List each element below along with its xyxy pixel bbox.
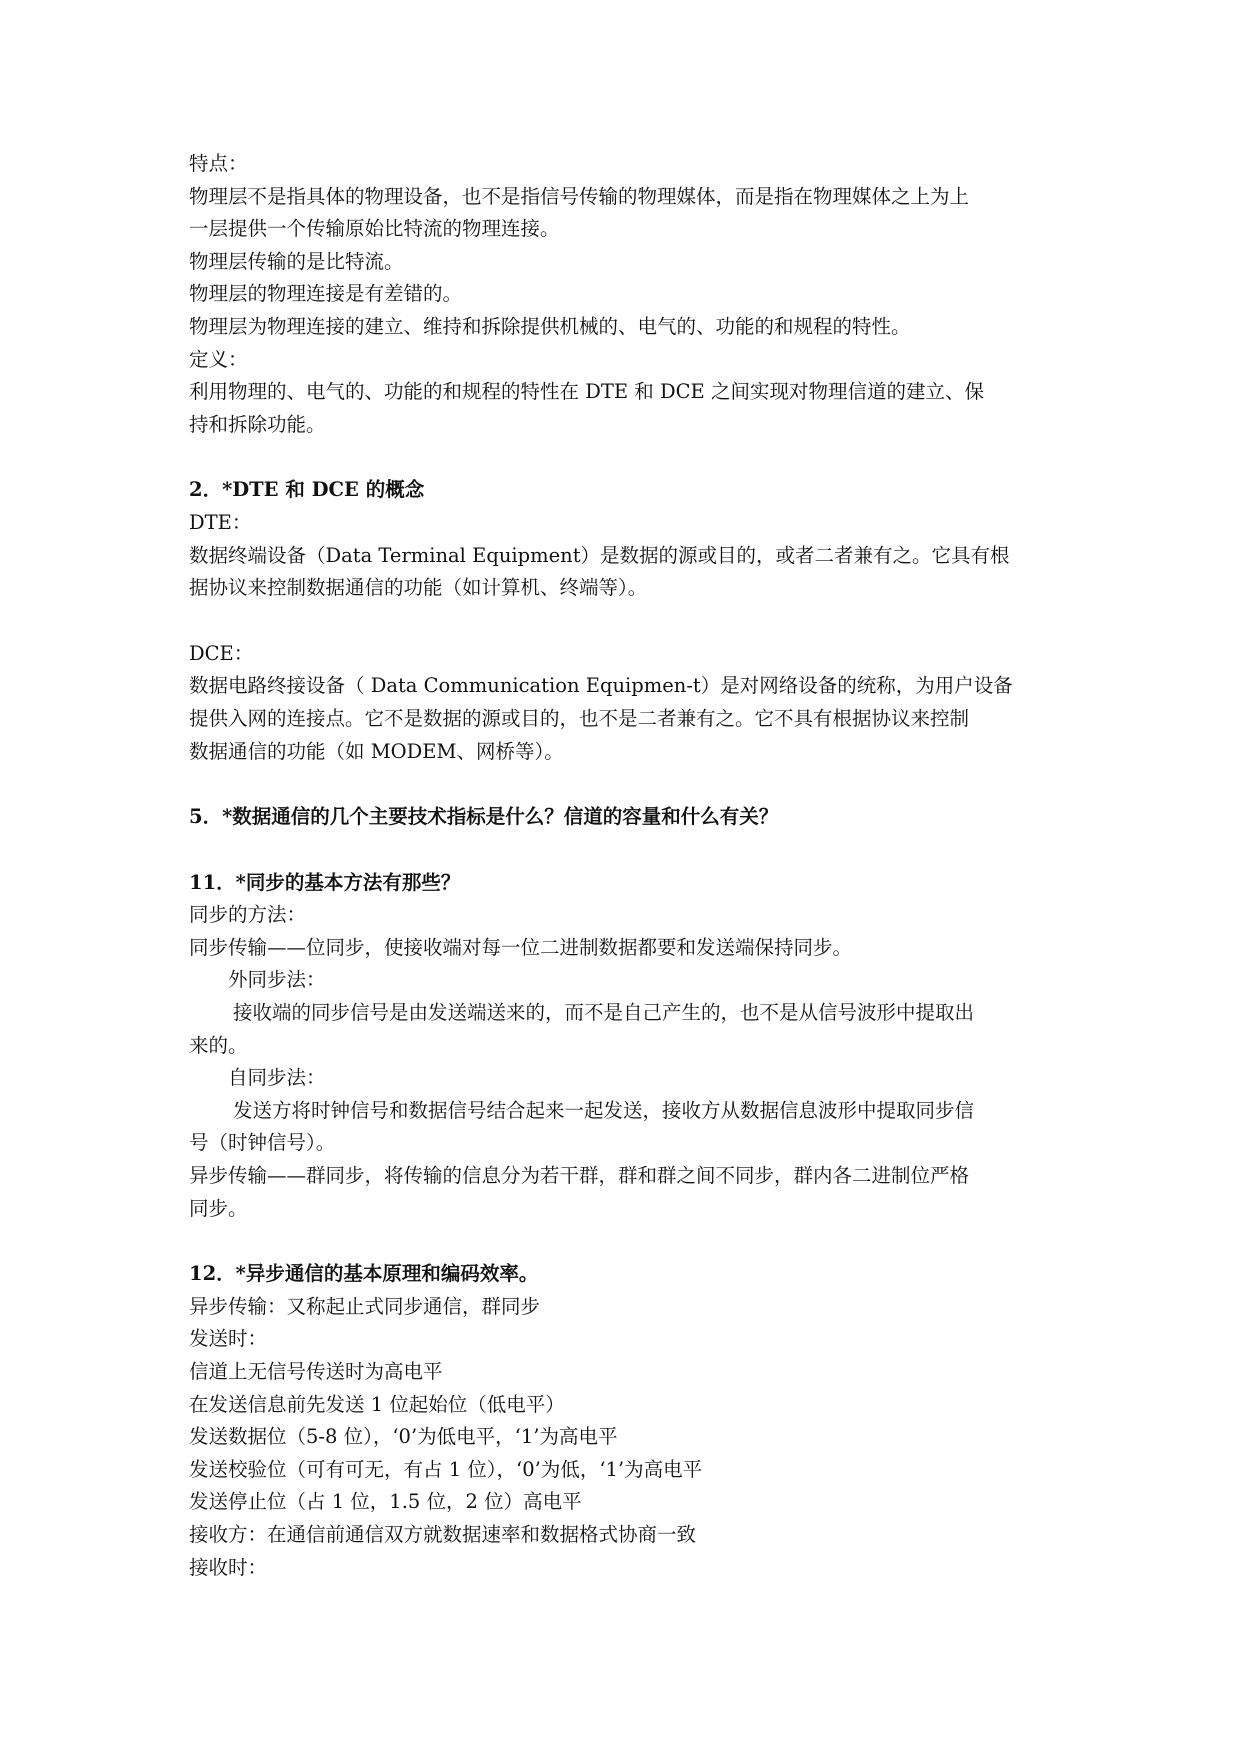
text-line: 数据通信的功能（如 MODEM、网桥等）。 (189, 739, 564, 763)
text-line: 发送时： (189, 1327, 268, 1351)
text-line: 发送方将时钟信号和数据信号结合起来一起发送，接收方从数据信息波形中提取同步信 (233, 1098, 975, 1122)
text-line: 发送停止位（占 1 位，1.5 位，2 位）高电平 (189, 1490, 582, 1514)
text-line: 数据电路终接设备（ Data Communication Equipmen-t）是对网络设备的统称，为用户设备 (189, 674, 1013, 698)
text-line: 一层提供一个传输原始比特流的物理连接。 (189, 217, 560, 241)
text-line: 据协议来控制数据通信的功能（如计算机、终端等）。 (189, 576, 648, 600)
text-line: 特点： (189, 152, 248, 175)
text-line: 号（时钟信号）。 (189, 1131, 336, 1155)
text-line: 物理层的物理连接是有差错的。 (189, 282, 463, 306)
text-line: 接收时： (189, 1555, 268, 1579)
text-line: DCE： (189, 641, 254, 665)
text-line: 数据终端设备（Data Terminal Equipment）是数据的源或目的，或者二者兼有之。它具有根 (189, 543, 1010, 567)
text-line: 发送校验位（可有可无，有占 1 位），‘0’为低，‘1’为高电平 (189, 1457, 703, 1481)
text-line: 利用物理的、电气的、功能的和规程的特性在 DTE 和 DCE 之间实现对物理信道的建立、保 (189, 380, 984, 404)
text-line: 外同步法： (228, 968, 326, 992)
text-line: 同步的方法： (189, 903, 307, 927)
text-line: 在发送信息前先发送 1 位起始位（低电平） (189, 1392, 565, 1416)
text-line: 定义： (189, 347, 248, 371)
text-line: 物理层为物理连接的建立、维持和拆除提供机械的、电气的、功能的和规程的特性。 (189, 314, 911, 338)
text-line: 物理层不是指具体的物理设备，也不是指信号传输的物理媒体，而是指在物理媒体之上为上 (189, 184, 970, 208)
text-line: 同步传输——位同步，使接收端对每一位二进制数据都要和发送端保持同步。 (189, 935, 853, 959)
text-line: 同步。 (189, 1196, 248, 1220)
document-page (189, 148, 1059, 1584)
section-heading: 12．*异步通信的基本原理和编码效率。 (189, 1262, 539, 1286)
text-line: 物理层传输的是比特流。 (189, 249, 404, 273)
section-heading: 2．*DTE 和 DCE 的概念 (189, 478, 425, 502)
text-line: 接收端的同步信号是由发送端送来的，而不是自己产生的，也不是从信号波形中提取出 (233, 1001, 975, 1025)
section-heading: 5．*数据通信的几个主要技术指标是什么？信道的容量和什么有关？ (189, 805, 779, 829)
text-line: 异步传输——群同步，将传输的信息分为若干群，群和群之间不同步，群内各二进制位严格 (189, 1164, 970, 1188)
text-line: 提供入网的连接点。它不是数据的源或目的，也不是二者兼有之。它不具有根据协议来控制 (189, 706, 970, 730)
text-line: 持和拆除功能。 (189, 412, 326, 436)
text-line: 信道上无信号传送时为高电平 (189, 1360, 443, 1383)
text-line: DTE： (189, 510, 252, 534)
text-line: 来的。 (189, 1033, 248, 1057)
section-heading: 11．*同步的基本方法有那些？ (189, 870, 461, 894)
text-line: 接收方：在通信前通信双方就数据速率和数据格式协商一致 (189, 1522, 697, 1546)
text-line: 自同步法： (228, 1066, 326, 1090)
text-line: 异步传输：又称起止式同步通信，群同步 (189, 1294, 541, 1318)
text-line: 发送数据位（5-8 位），‘0’为低电平，‘1’为高电平 (189, 1425, 618, 1449)
